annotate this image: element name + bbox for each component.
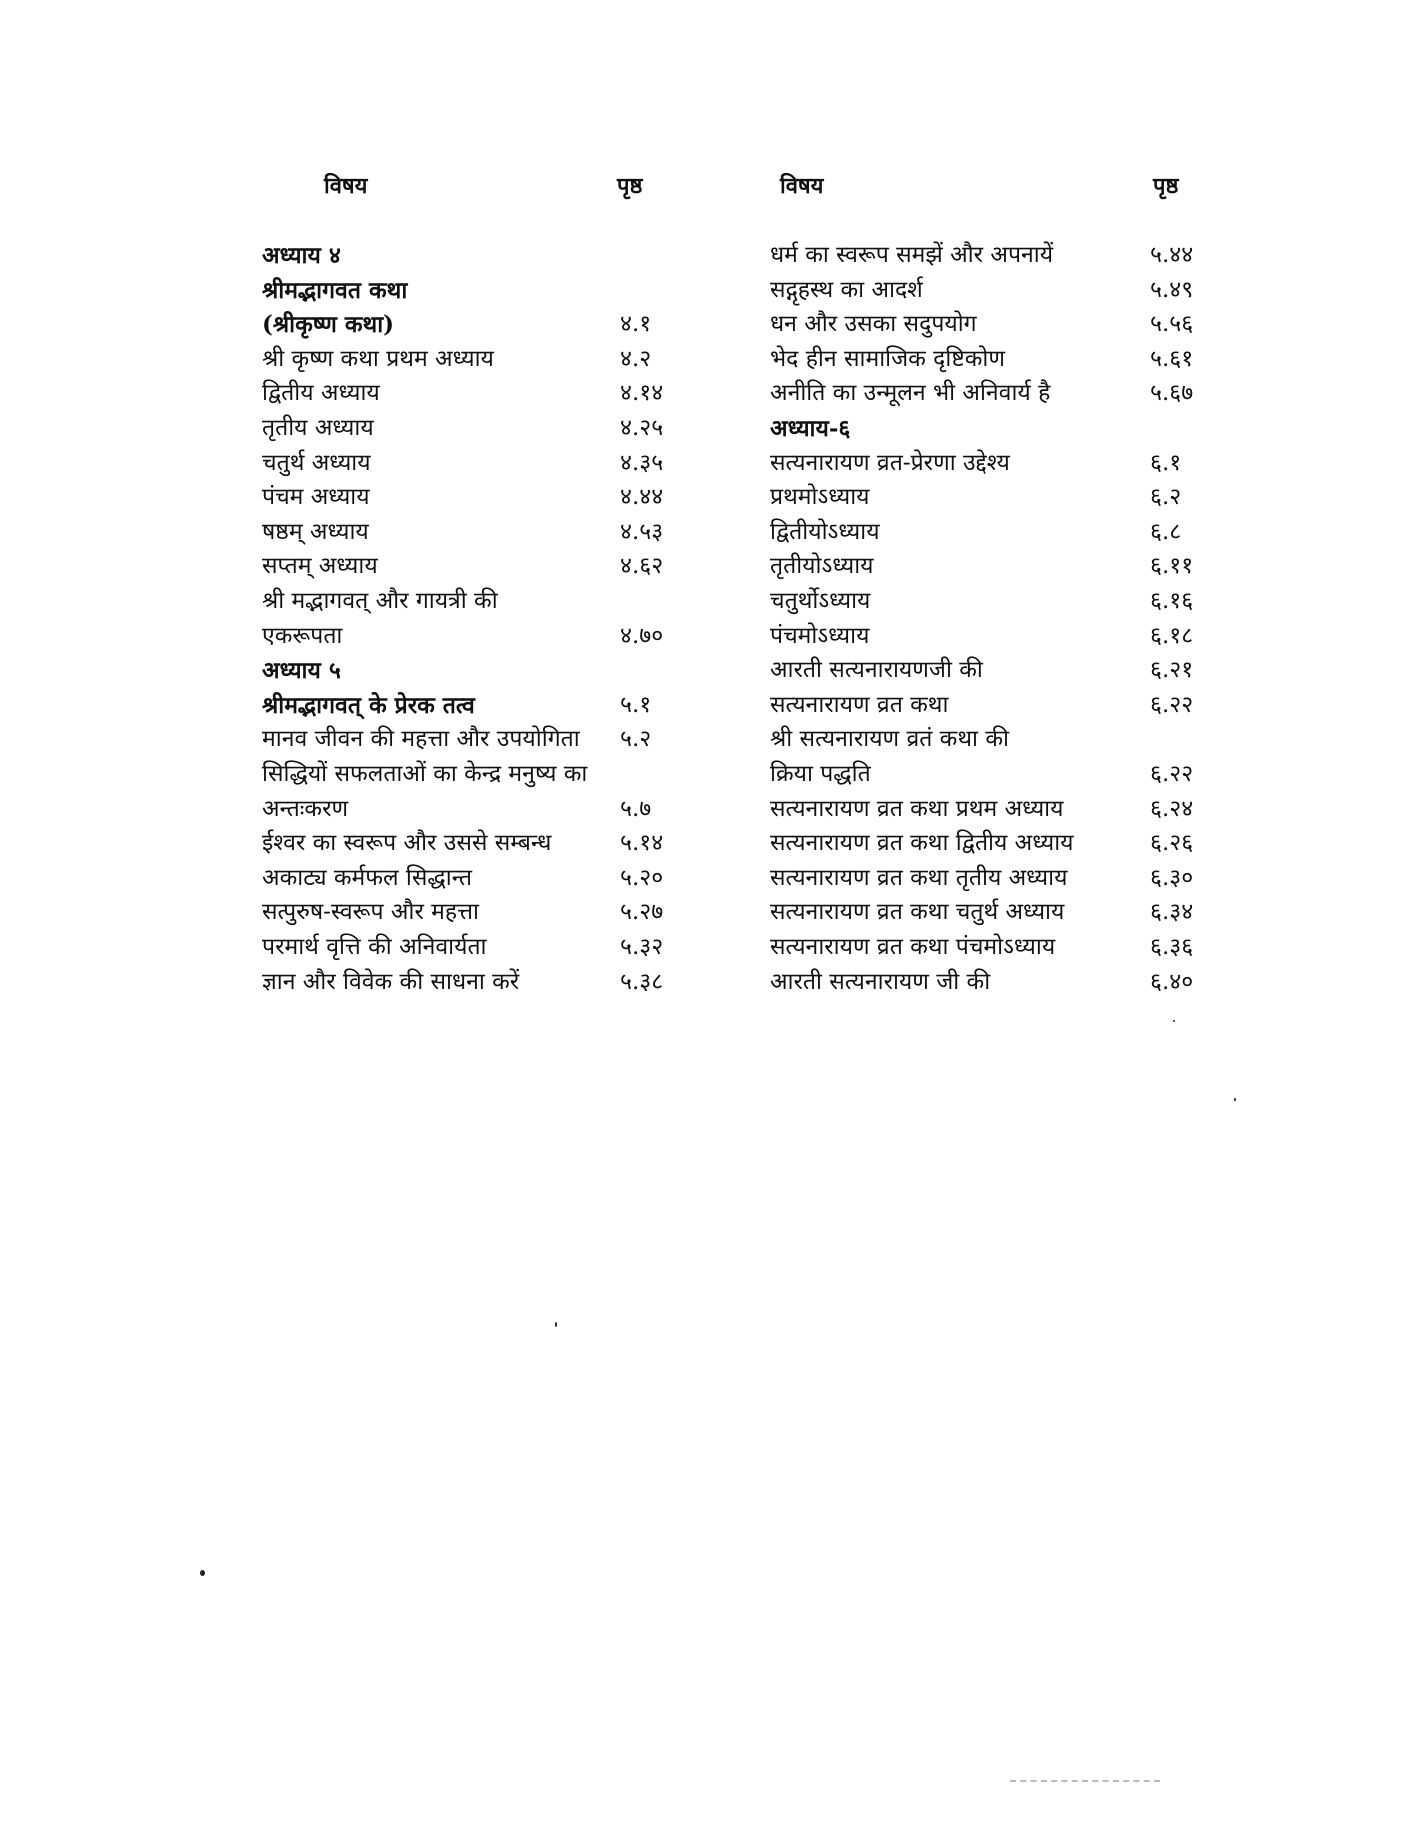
toc-entry	[770, 722, 1230, 757]
toc-entry	[770, 688, 1230, 723]
toc-entry-page: ४.७०	[620, 622, 664, 649]
toc-entry	[770, 515, 1230, 550]
toc-entry-subject: सत्यनारायण व्रत कथा द्वितीय अध्याय	[770, 830, 1074, 857]
toc-entry-page: ४.२	[620, 345, 652, 372]
toc-entry-subject: प्रथमोऽध्याय	[770, 484, 870, 511]
toc-entry-page: ६.२	[1150, 484, 1182, 511]
toc-entry-page: ५.६७	[1150, 380, 1194, 407]
toc-entry	[770, 480, 1230, 515]
toc-entry	[770, 757, 1230, 792]
toc-entry-subject: परमार्थ वृत्ति की अनिवार्यता	[262, 934, 487, 960]
toc-entry	[262, 826, 712, 861]
toc-entry-page: ५.४९	[1150, 276, 1194, 303]
toc-entry-subject: षष्ठम् अध्याय	[262, 518, 369, 545]
toc-entry-page: ४.२५	[620, 415, 664, 441]
toc-entry-subject: सत्यनारायण व्रत कथा तृतीय अध्याय	[770, 864, 1068, 891]
column-header-subject: विषय	[780, 173, 824, 199]
toc-entry-subject: सत्यनारायण व्रत-प्रेरणा उद्देश्य	[770, 449, 1010, 476]
toc-entry-subject: चतुर्थ अध्याय	[262, 449, 371, 476]
toc-entry	[262, 376, 712, 411]
toc-entry-page: ५.२०	[620, 864, 664, 891]
toc-entry-page: ५.१४	[620, 830, 664, 857]
toc-entry-subject: श्री कृष्ण कथा प्रथम अध्याय	[262, 345, 494, 372]
column-header-page: पृष्ठ	[1153, 173, 1179, 199]
toc-entry-page: ४.४४	[620, 484, 664, 511]
toc-entry-subject: सद्गृहस्थ का आदर्श	[770, 276, 923, 303]
toc-entry-subject: एकरूपता	[262, 622, 343, 649]
toc-entry-subject: धर्म का स्वरूप समझें और अपनायें	[770, 242, 1054, 268]
toc-entry-page: ६.८	[1150, 518, 1182, 545]
scan-speck	[555, 1322, 557, 1327]
toc-entry	[262, 930, 712, 965]
toc-entry	[262, 653, 712, 688]
toc-entry-page: ५.३८	[620, 968, 664, 995]
toc-entry	[770, 965, 1230, 1000]
toc-entry-page: ६.४०	[1150, 968, 1194, 995]
toc-entry	[262, 549, 712, 584]
toc-entry	[770, 342, 1230, 377]
toc-entry-subject: (श्रीकृष्ण कथा)	[262, 311, 395, 339]
toc-entry-page: ५.६१	[1150, 345, 1194, 372]
toc-entry	[770, 376, 1230, 411]
toc-entry	[770, 273, 1230, 308]
toc-entry-subject: सिद्धियों सफलताओं का केन्द्र मनुष्य का	[262, 761, 588, 787]
toc-entry-page: ६.२६	[1150, 830, 1194, 857]
toc-entry-subject: श्री मद्भागवत् और गायत्री की	[262, 588, 498, 614]
toc-entry	[770, 549, 1230, 584]
toc-entry-subject: आरती सत्यनारायणजी की	[770, 657, 983, 684]
toc-entry	[262, 480, 712, 515]
toc-entry	[262, 238, 712, 273]
toc-entry-page: ५.२	[620, 726, 652, 753]
toc-entry-page: ६.१	[1150, 449, 1182, 476]
scan-dash-artifact	[1010, 1780, 1160, 1782]
toc-entry	[770, 653, 1230, 688]
toc-entry	[262, 273, 712, 308]
toc-entry-subject: अध्याय ५	[262, 657, 341, 685]
toc-entry-page: ४.३५	[620, 449, 664, 476]
toc-entry-subject: क्रिया पद्धति	[770, 761, 871, 787]
toc-entry-page: ५.२७	[620, 899, 664, 926]
toc-entry-subject: श्रीमद्भागवत् के प्रेरक तत्व	[262, 691, 475, 719]
toc-entry-page: ६.३६	[1150, 934, 1194, 960]
toc-entry-page: ४.५३	[620, 518, 664, 545]
toc-entry-page: ४.१	[620, 311, 652, 338]
toc-entry-subject: सत्यनारायण व्रत कथा	[770, 691, 949, 718]
toc-entry-page: ५.५६	[1150, 311, 1194, 338]
toc-entry	[262, 342, 712, 377]
toc-entry	[262, 411, 712, 446]
toc-entry-subject: तृतीयोऽध्याय	[770, 553, 874, 580]
toc-entry	[262, 515, 712, 550]
toc-entry-subject: द्वितीय अध्याय	[262, 380, 380, 407]
toc-entry-subject: अनीति का उन्मूलन भी अनिवार्य है	[770, 380, 1051, 407]
toc-entry-subject: पंचमोऽध्याय	[770, 622, 870, 649]
toc-entry-page: ५.३२	[620, 934, 664, 960]
toc-entry	[770, 238, 1230, 273]
toc-entry-page: ६.२२	[1150, 761, 1194, 787]
toc-entry-page: ६.२४	[1150, 795, 1194, 822]
toc-entry	[262, 895, 712, 930]
toc-entry-page: ६.२१	[1150, 657, 1194, 684]
toc-entry-subject: अध्याय-६	[770, 415, 851, 442]
toc-entry	[770, 826, 1230, 861]
toc-entry-subject: द्वितीयोऽध्याय	[770, 518, 880, 545]
toc-entry-subject: श्रीमद्भागवत कथा	[262, 276, 408, 304]
toc-entry-subject: अन्तःकरण	[262, 795, 349, 822]
toc-entry-subject: ईश्वर का स्वरूप और उससे सम्बन्ध	[262, 830, 552, 857]
toc-entry-subject: ज्ञान और विवेक की साधना करें	[262, 968, 520, 995]
toc-entry-page: ४.६२	[620, 553, 664, 580]
toc-entry	[770, 446, 1230, 481]
toc-entry-subject: आरती सत्यनारायण जी की	[770, 968, 991, 995]
toc-entry-page: ५.४४	[1150, 242, 1194, 268]
toc-entry	[770, 930, 1230, 965]
toc-entry	[770, 792, 1230, 827]
toc-entry-page: ५.७	[620, 795, 652, 822]
toc-entry	[262, 722, 712, 757]
toc-entry-subject: सत्यनारायण व्रत कथा चतुर्थ अध्याय	[770, 899, 1065, 926]
toc-entry-page: ६.११	[1150, 553, 1194, 580]
toc-entry-subject: सप्तम् अध्याय	[262, 553, 378, 580]
toc-entry	[262, 688, 712, 723]
toc-entry-subject: तृतीय अध्याय	[262, 415, 374, 441]
toc-entry-page: ६.१८	[1150, 622, 1194, 649]
toc-entry	[262, 757, 712, 792]
toc-entry	[770, 895, 1230, 930]
toc-entry-subject: अकाट्य कर्मफल सिद्धान्त	[262, 864, 472, 891]
toc-entry-subject: श्री सत्यनारायण व्रतं कथा की	[770, 726, 1009, 753]
toc-entry-page: ६.२२	[1150, 691, 1194, 718]
toc-entry-subject: सत्यनारायण व्रत कथा पंचमोऽध्याय	[770, 934, 1056, 960]
column-header-subject: विषय	[324, 173, 368, 199]
scan-speck	[1234, 1098, 1236, 1101]
toc-entry	[770, 619, 1230, 654]
scan-speck	[200, 1570, 205, 1576]
toc-entry-page: ६.१६	[1150, 588, 1194, 614]
scan-speck	[1173, 1020, 1175, 1022]
toc-entry-page: ४.१४	[620, 380, 664, 407]
toc-entry-subject: अध्याय ४	[262, 242, 341, 269]
toc-entry	[262, 792, 712, 827]
toc-entry	[770, 307, 1230, 342]
toc-entry	[770, 584, 1230, 619]
toc-entry	[262, 446, 712, 481]
toc-entry-subject: चतुर्थोऽध्याय	[770, 588, 871, 614]
toc-entry-subject: सत्यनारायण व्रत कथा प्रथम अध्याय	[770, 795, 1064, 822]
toc-entry	[262, 307, 712, 342]
toc-entry-subject: पंचम अध्याय	[262, 484, 370, 511]
toc-entry-subject: सत्पुरुष-स्वरूप और महत्ता	[262, 899, 479, 926]
toc-entry	[770, 411, 1230, 446]
toc-entry	[770, 861, 1230, 896]
toc-entry	[262, 584, 712, 619]
toc-entry-subject: धन और उसका सदुपयोग	[770, 311, 977, 338]
toc-entry-subject: भेद हीन सामाजिक दृष्टिकोण	[770, 345, 1006, 372]
toc-entry-page: ६.३४	[1150, 899, 1194, 926]
toc-entry	[262, 965, 712, 1000]
toc-entry-page: ५.१	[620, 691, 652, 718]
toc-entry-page: ६.३०	[1150, 864, 1194, 891]
toc-entry	[262, 861, 712, 896]
column-header-page: पृष्ठ	[617, 173, 643, 199]
toc-entry-subject: मानव जीवन की महत्ता और उपयोगिता	[262, 726, 580, 753]
toc-entry	[262, 619, 712, 654]
